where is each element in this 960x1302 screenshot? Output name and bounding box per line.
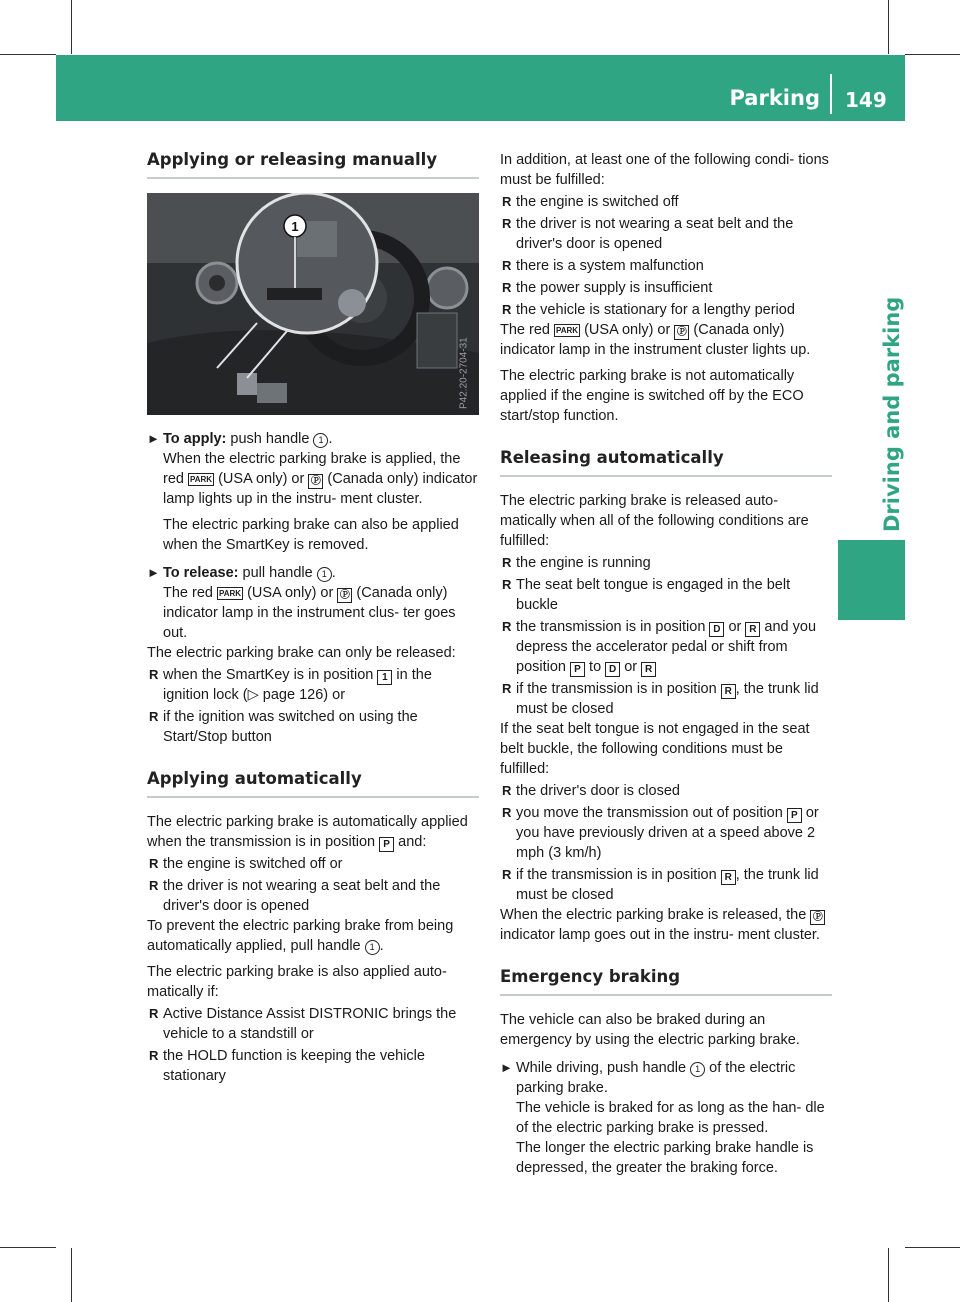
crop-mark [71, 1248, 72, 1302]
not-engaged-text: If the seat belt tongue is not engaged in the seat belt buckle, the following conditions must be fulfilled: [500, 721, 810, 777]
bullet-icon: R [149, 1006, 159, 1021]
brake-lamp-icon: Ⓟ [337, 588, 352, 603]
lamp-text [500, 320, 832, 360]
release-p1c: (Canada only) indicator lamp in the instrument clus- ter goes out. [163, 585, 456, 641]
list-item [147, 665, 479, 705]
list-item [147, 1046, 479, 1086]
bullet-icon: R [149, 878, 159, 893]
park-lamp-icon: PARK [556, 326, 579, 335]
right-column [500, 150, 832, 1178]
apply-p1b: (USA only) or [214, 471, 309, 487]
released-b: indicator lamp goes out in the instru- ment cluster. [500, 927, 820, 943]
list-item [500, 865, 832, 905]
dashboard-figure [147, 193, 479, 415]
released-text [500, 905, 832, 945]
rb2: if the ignition was switched on using the Start/Stop button [163, 709, 418, 745]
r2: The seat belt tongue is engaged in the belt buckle [516, 577, 791, 613]
released-intro: The electric parking brake can only be released: [147, 645, 456, 661]
apply-p1: When the electric parking brake is applied, the red [163, 451, 461, 487]
bullet-icon: R [502, 867, 512, 882]
r4b: , the trunk lid must be closed [516, 867, 819, 903]
bullet-icon: R [502, 216, 512, 231]
n1: the driver's door is closed [516, 783, 680, 799]
apply-text: push handle [226, 431, 314, 447]
rb1b: in the ignition lock ( [163, 667, 432, 703]
apply-p1c: (Canada only) indicator lamp lights up in the instru- ment cluster. [163, 471, 478, 507]
crop-mark [888, 1248, 889, 1302]
r4a: if the transmission is in position [516, 867, 721, 883]
dashboard-illustration [147, 193, 479, 415]
park-lamp-icon: PARK [190, 475, 213, 484]
ab2: the driver is not wearing a seat belt and the driver's door is opened [163, 878, 441, 914]
also-applied: The electric parking brake is also applied auto- matically if: [147, 964, 447, 1000]
list-item [500, 617, 832, 677]
apply-label: To apply: [163, 431, 227, 447]
gear-p-icon: P [787, 808, 802, 823]
list-item [147, 707, 479, 747]
list-item [500, 679, 832, 719]
page-number: 149 [845, 88, 887, 112]
r3b: or [724, 619, 746, 635]
figure-callout: 1 [291, 219, 299, 234]
r1: the engine is running [516, 555, 651, 571]
list-item [500, 553, 832, 573]
gear-d-icon: D [709, 622, 724, 637]
bullet-icon: R [149, 709, 159, 724]
n2a: you move the transmission out of position [516, 805, 787, 821]
gear-r-icon: R [745, 622, 760, 637]
prevent-b: . [379, 938, 384, 954]
brake-lamp-icon: Ⓟ [674, 325, 689, 340]
bullet-icon: R [149, 1048, 159, 1063]
brake-lamp-icon: Ⓟ [810, 910, 825, 925]
b3: there is a system malfunction [516, 258, 704, 274]
cb1: Active Distance Assist DISTRONIC brings the vehicle to a standstill or [163, 1006, 457, 1042]
header-divider [830, 74, 832, 114]
gear-p-icon: P [570, 662, 585, 677]
release-intro: The electric parking brake is released auto- matically when all of the following conditions are fulfilled: [500, 493, 809, 549]
em-p1: The vehicle is braked for as long as the han- dle of the electric parking brake is pressed. [516, 1100, 825, 1136]
auto-intro-a: The electric parking brake is automatically applied when the transmission is in position [147, 814, 468, 850]
b5: the vehicle is stationary for a lengthy period [516, 302, 795, 318]
release-p1: The red [163, 585, 217, 601]
list-item [500, 256, 832, 276]
em-step-a: While driving, push handle [516, 1060, 691, 1076]
bullet-icon: R [149, 667, 159, 682]
section-title-emergency: Emergency braking [500, 967, 832, 996]
r3a: the transmission is in position [516, 619, 710, 635]
key-position-icon: 1 [377, 670, 392, 685]
step-arrow-icon: ► [147, 565, 160, 580]
auto-intro [147, 812, 479, 852]
release-label: To release: [163, 565, 239, 581]
b1: the engine is switched off [516, 194, 679, 210]
step-arrow-icon: ► [500, 1060, 513, 1075]
crop-mark [71, 0, 72, 54]
gear-r-icon: R [721, 684, 736, 699]
page-reference-link[interactable]: ▷ page 126 [247, 687, 324, 703]
apply-text-end: . [328, 431, 333, 447]
bullet-icon: R [502, 619, 512, 634]
release-text-end: . [331, 565, 336, 581]
lamp-b: (USA only) or [580, 322, 675, 338]
bullet-icon: R [502, 681, 512, 696]
list-item [500, 192, 832, 212]
list-item [500, 781, 832, 801]
crop-mark [905, 1247, 960, 1248]
gear-r-icon: R [641, 662, 656, 677]
ab1: the engine is switched off or [163, 856, 343, 872]
list-item [500, 278, 832, 298]
lamp-c: (Canada only) indicator lamp in the instrument cluster lights up. [500, 322, 811, 358]
bullet-icon: R [149, 856, 159, 871]
auto-intro-b: and: [394, 834, 427, 850]
r3c: and you depress the accelerator pedal or shift from position [516, 619, 817, 675]
cb2: the HOLD function is keeping the vehicle stationary [163, 1048, 425, 1084]
crop-mark [888, 0, 889, 54]
gear-d-icon: D [605, 662, 620, 677]
r4b: , the trunk lid must be closed [516, 681, 819, 717]
gear-p-icon: P [379, 837, 394, 852]
released-a: When the electric parking brake is released, the [500, 907, 811, 923]
bullet-icon: R [502, 280, 512, 295]
conditions-intro: In addition, at least one of the following condi- tions must be fulfilled: [500, 152, 829, 188]
crop-mark [0, 54, 56, 55]
bullet-icon: R [502, 577, 512, 592]
park-lamp-icon: PARK [219, 589, 242, 598]
list-item [500, 300, 832, 320]
list-item [147, 1004, 479, 1044]
prevent-text [147, 916, 479, 956]
list-item [500, 214, 832, 254]
gear-r-icon: R [721, 870, 736, 885]
bullet-icon: R [502, 302, 512, 317]
callout-1-icon: 1 [365, 940, 380, 955]
chapter-tab [838, 296, 905, 540]
bullet-icon: R [502, 555, 512, 570]
list-item [500, 803, 832, 863]
chapter-tab-label: Driving and parking [880, 296, 904, 532]
not-auto-text: The electric parking brake is not automatically applied if the engine is switched off by the ECO start/stop function. [500, 368, 804, 424]
em-p2: The longer the electric parking brake handle is depressed, the greater the braking force. [516, 1140, 814, 1176]
n2b: or you have previously driven at a speed above 2 mph (3 km/h) [516, 805, 819, 861]
list-item [147, 854, 479, 874]
apply-p2: The electric parking brake can also be applied when the SmartKey is removed. [163, 517, 459, 553]
brake-lamp-icon: Ⓟ [308, 474, 323, 489]
b2: the driver is not wearing a seat belt and the driver's door is opened [516, 216, 794, 252]
r3d: to [585, 659, 606, 675]
emergency-intro: The vehicle can also be braked during an emergency by using the electric parking brake. [500, 1012, 800, 1048]
r4a: if the transmission is in position [516, 681, 721, 697]
list-item [500, 575, 832, 615]
left-column [147, 150, 479, 1086]
step-release [147, 563, 479, 643]
chapter-tab-block [838, 540, 905, 620]
prevent-a: To prevent the electric parking brake from being automatically applied, pull handle [147, 918, 454, 954]
figure-code: P42.20-2704-31 [459, 337, 470, 409]
step-arrow-icon: ► [147, 431, 160, 446]
bullet-icon: R [502, 805, 512, 820]
callout-1-icon: 1 [690, 1062, 705, 1077]
bullet-icon: R [502, 194, 512, 209]
bullet-icon: R [502, 783, 512, 798]
crop-mark [905, 54, 960, 55]
callout-1-icon: 1 [313, 433, 328, 448]
bullet-icon: R [502, 258, 512, 273]
b4: the power supply is insufficient [516, 280, 713, 296]
rb1c: ) or [323, 687, 346, 703]
step-emergency [500, 1058, 832, 1178]
rb1a: when the SmartKey is in position [163, 667, 378, 683]
section-title-auto: Applying automatically [147, 769, 479, 798]
callout-1-icon: 1 [317, 567, 332, 582]
header-title: Parking [729, 86, 820, 110]
section-title-manual: Applying or releasing manually [147, 150, 479, 179]
lamp-a: The red [500, 322, 554, 338]
em-step-b: of the electric parking brake. [516, 1060, 796, 1096]
crop-mark [0, 1247, 56, 1248]
release-text: pull handle [238, 565, 317, 581]
list-item [147, 876, 479, 916]
step-apply [147, 429, 479, 555]
r3b: or [620, 659, 642, 675]
release-p1b: (USA only) or [243, 585, 338, 601]
section-title-release-auto: Releasing automatically [500, 448, 832, 477]
